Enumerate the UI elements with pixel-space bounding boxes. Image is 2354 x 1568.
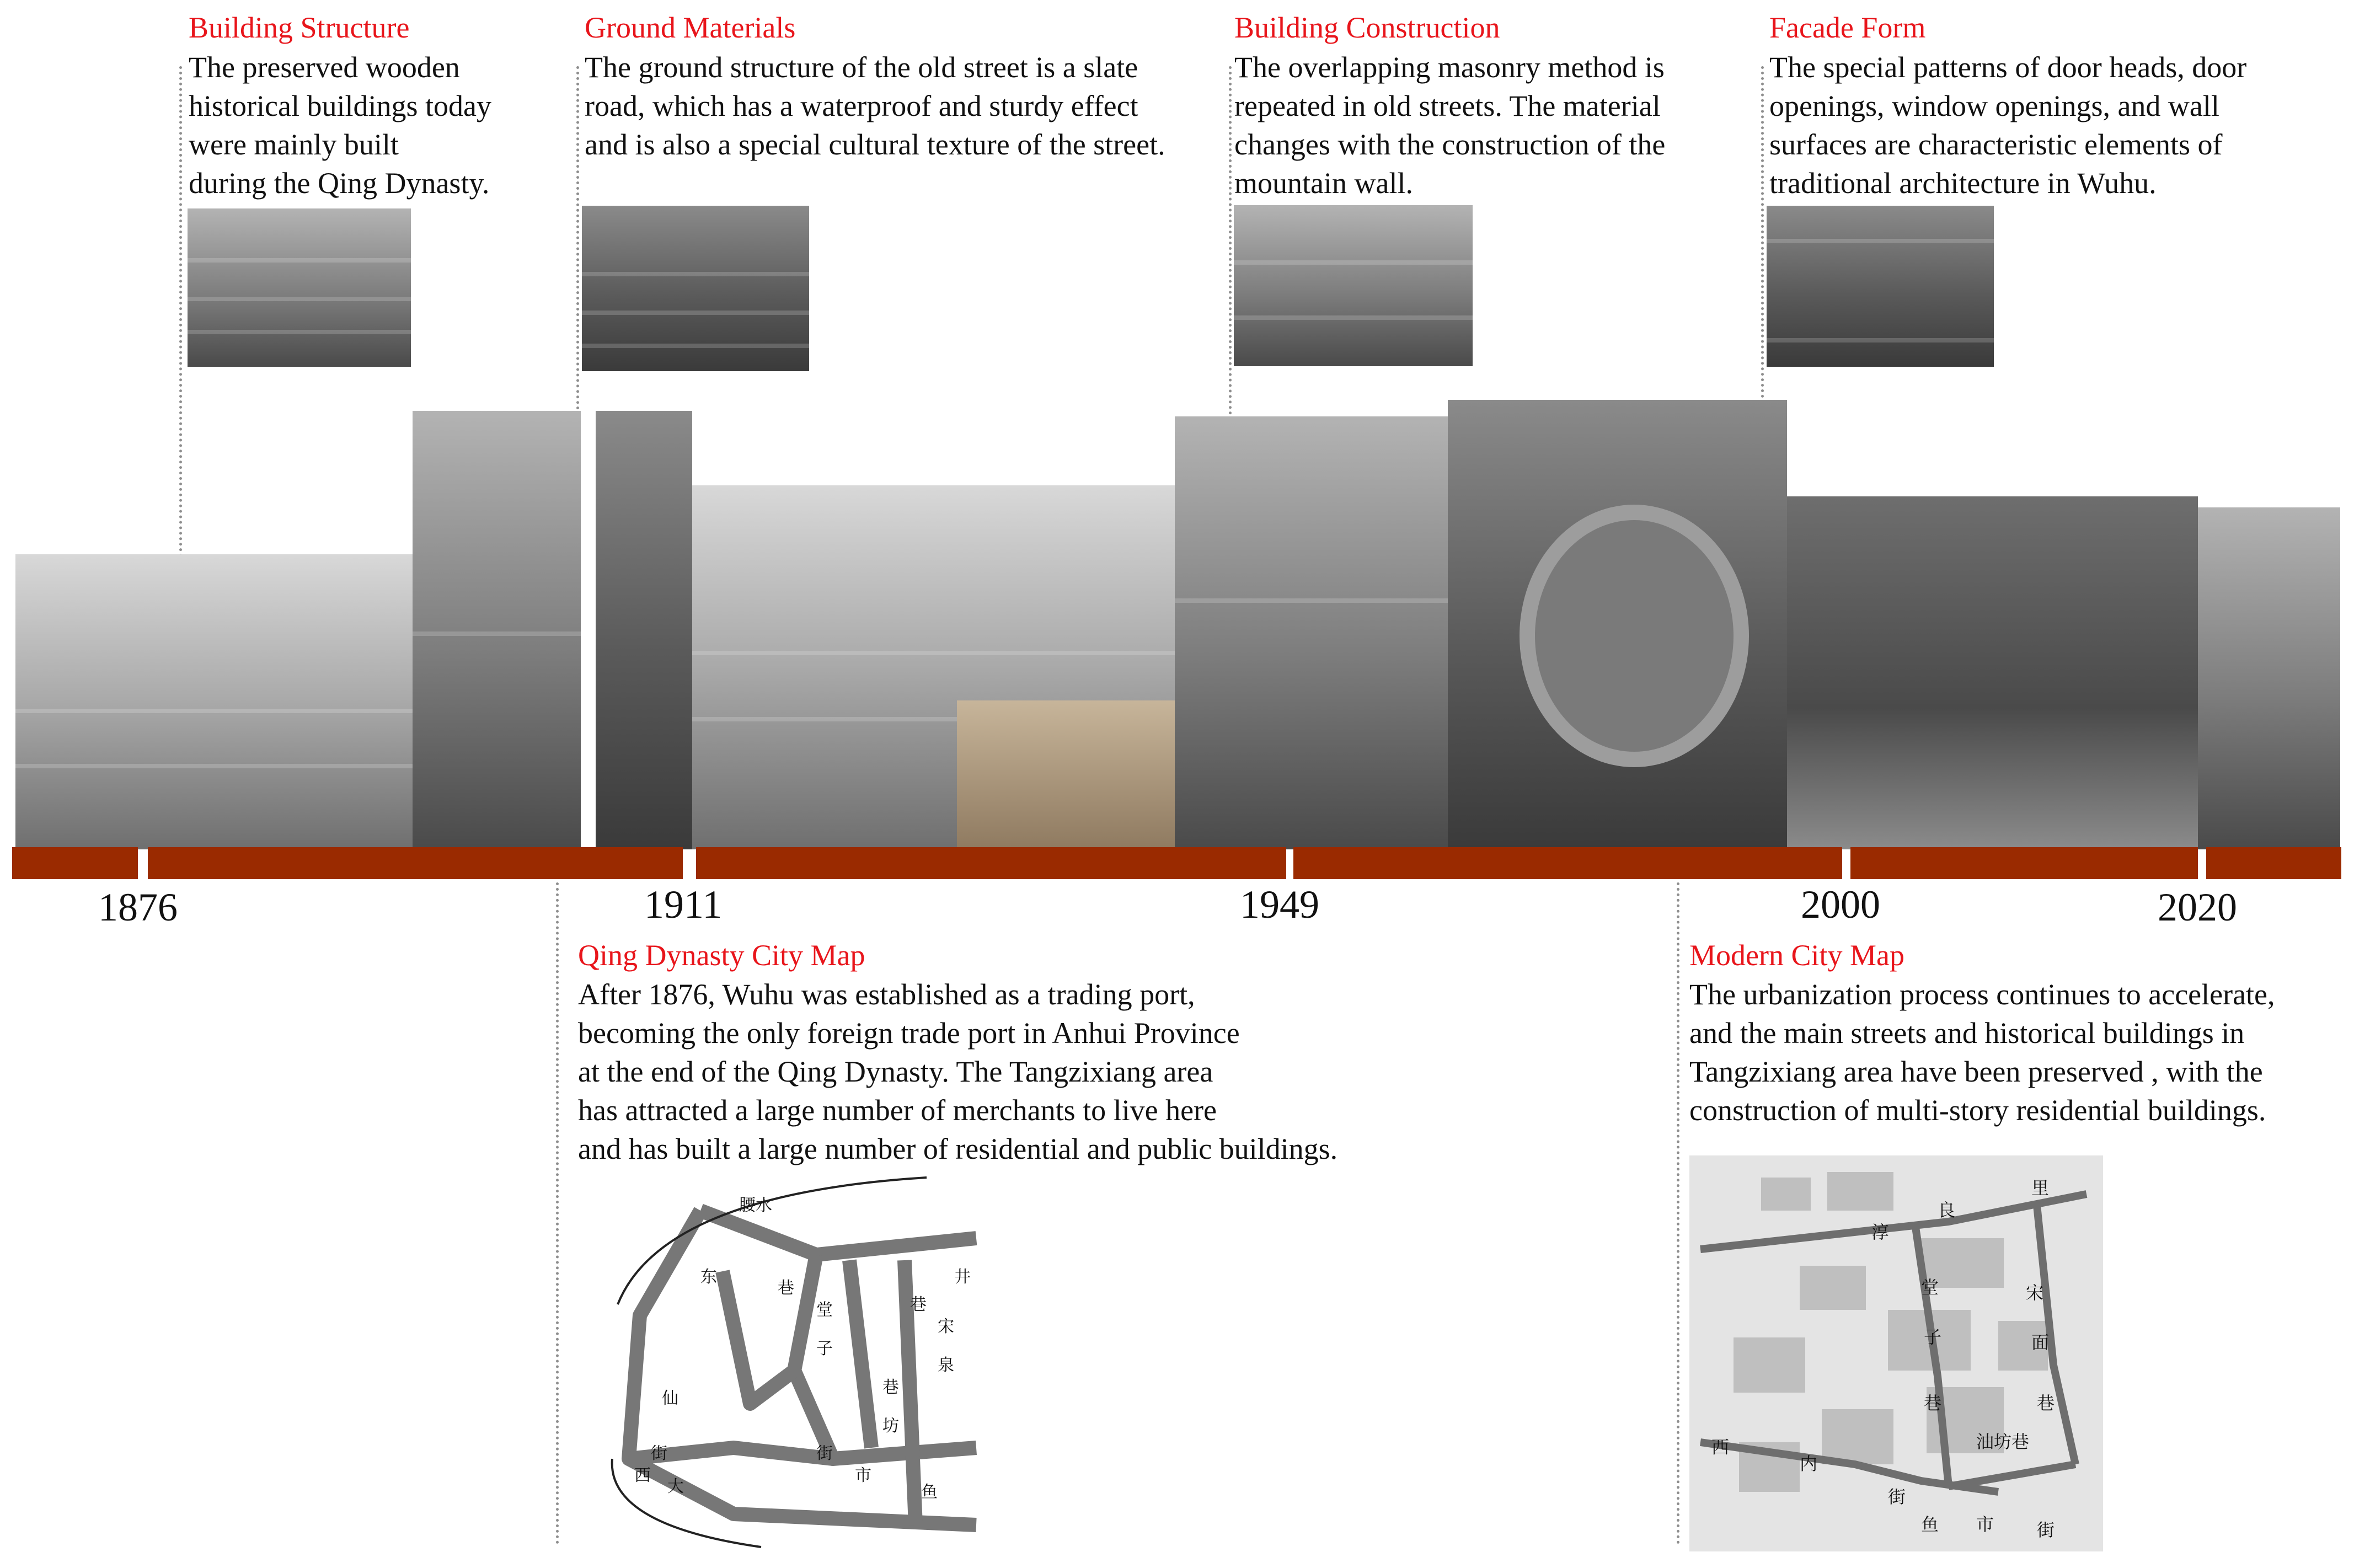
map-label: 西 (1711, 1437, 1730, 1458)
map-label: 良 (1938, 1200, 1956, 1221)
text-line: Tangzixiang area have been preserved , with the (1689, 1055, 2263, 1088)
text-line: at the end of the Qing Dynasty. The Tangzixiang area (578, 1055, 1213, 1088)
map-label: 市 (1976, 1514, 1994, 1535)
map-label: 鱼 (1921, 1514, 1939, 1535)
text-line: has attracted a large number of merchants to live here (578, 1094, 1217, 1127)
text-line: mountain wall. (1234, 167, 1413, 200)
ground-materials-text (585, 48, 1165, 164)
text-line: changes with the construction of the (1234, 128, 1666, 161)
modern-map-graphic (1689, 1155, 2103, 1551)
facade-form-title: Facade Form (1769, 11, 1926, 44)
map-label: 街 (651, 1444, 667, 1463)
text-line: repeated in old streets. The material (1234, 89, 1661, 122)
text-line: were mainly built (189, 128, 399, 161)
text-line: construction of multi-story residential buildings. (1689, 1094, 2266, 1127)
building-structure-text (189, 48, 491, 202)
map-label: 鱼 (921, 1483, 938, 1502)
masonry-wall-photo (1234, 205, 1473, 366)
map-label: 巷 (778, 1278, 794, 1298)
map-label: 井 (954, 1267, 971, 1287)
modern-map-text (1689, 975, 2275, 1130)
timeline-bar-segment (1293, 847, 1842, 879)
connector-line (179, 66, 182, 557)
timeline-bar-segment (1850, 847, 2198, 879)
text-line: The preserved wooden (189, 51, 460, 84)
map-label: 坊 (882, 1416, 899, 1436)
moon-gate-photo (1448, 400, 1787, 849)
year-label-1876: 1876 (98, 885, 178, 929)
modern-street-photo (2198, 507, 2340, 849)
map-label: 腰水 (739, 1196, 772, 1215)
qing-map-text (578, 975, 1338, 1168)
map-label: 东 (700, 1267, 717, 1287)
map-label: 淳 (1871, 1222, 1890, 1243)
text-line: The overlapping masonry method is (1234, 51, 1665, 84)
qing-map-title: Qing Dynasty City Map (578, 939, 865, 972)
map-label: 子 (1924, 1326, 1942, 1347)
text-line: becoming the only foreign trade port in Anhui Province (578, 1016, 1240, 1050)
map-label: 街 (2037, 1519, 2055, 1540)
map-label: 子 (816, 1339, 833, 1358)
facade-form-text (1769, 48, 2246, 202)
qing-map-graphic (596, 1172, 996, 1553)
timeline-bar-segment (148, 847, 683, 879)
map-label: 市 (855, 1466, 871, 1485)
street-panorama-1949 (1175, 416, 1451, 849)
modern-map-title: Modern City Map (1689, 939, 1904, 972)
map-label: 巷 (910, 1295, 927, 1314)
map-label: 堂 (816, 1301, 833, 1320)
year-label-2020: 2020 (2158, 885, 2237, 929)
map-label: 大 (667, 1477, 684, 1496)
map-label: 油坊巷 (1976, 1431, 2030, 1452)
door-facade-photo (1767, 206, 1994, 367)
map-label: 里 (2031, 1178, 2050, 1198)
street-panorama-1876 (15, 554, 413, 849)
map-label: 巷 (2037, 1393, 2055, 1414)
text-line: historical buildings today (189, 89, 491, 122)
text-line: After 1876, Wuhu was established as a trading port, (578, 978, 1195, 1011)
text-line: traditional architecture in Wuhu. (1769, 167, 2157, 200)
year-label-1949: 1949 (1240, 882, 1319, 927)
map-label: 巷 (882, 1378, 899, 1397)
year-label-1911: 1911 (644, 882, 723, 927)
text-line: and has built a large number of residential and public buildings. (578, 1132, 1338, 1165)
map-label: 宋 (2026, 1282, 2044, 1303)
map-label: 堂 (1921, 1277, 1939, 1298)
timeline-bar-segment (12, 847, 138, 879)
text-line: and the main streets and historical buildings in (1689, 1016, 2245, 1050)
map-label: 泉 (938, 1356, 954, 1375)
people-group-photo (957, 700, 1178, 849)
modern-city-map (1689, 1155, 2103, 1551)
text-line: surfaces are characteristic elements of (1769, 128, 2223, 161)
year-label-2000: 2000 (1801, 882, 1880, 927)
street-photo-narrow-lane (596, 411, 692, 849)
timeline-bar-segment (696, 847, 1286, 879)
timeline-bar-segment (2206, 847, 2341, 879)
street-photo-vendor (413, 411, 581, 849)
text-line: openings, window openings, and wall (1769, 89, 2219, 122)
ivy-wall-photo (1787, 496, 2198, 849)
connector-line (556, 882, 559, 1544)
building-construction-text (1234, 48, 1665, 202)
ground-materials-title: Ground Materials (585, 11, 796, 44)
building-structure-title: Building Structure (189, 11, 410, 44)
slate-road-photo (582, 206, 809, 371)
qing-dynasty-map (596, 1172, 996, 1553)
text-line: The urbanization process continues to accelerate, (1689, 978, 2275, 1011)
text-line: during the Qing Dynasty. (189, 167, 490, 200)
text-line: and is also a special cultural texture of the street. (585, 128, 1165, 161)
connector-line (1677, 882, 1679, 1544)
text-line: The ground structure of the old street is a slate (585, 51, 1138, 84)
map-label: 仙 (662, 1389, 678, 1408)
map-label: 巷 (1924, 1393, 1942, 1414)
text-line: The special patterns of door heads, door (1769, 51, 2247, 84)
map-label: 街 (816, 1444, 833, 1463)
map-label: 街 (1888, 1486, 1906, 1507)
map-label: 面 (2031, 1332, 2050, 1353)
wooden-building-photo (188, 208, 411, 367)
map-label: 西 (634, 1466, 651, 1485)
text-line: road, which has a waterproof and sturdy effect (585, 89, 1138, 122)
map-label: 内 (1800, 1453, 1818, 1474)
building-construction-title: Building Construction (1234, 11, 1500, 44)
map-label: 宋 (938, 1317, 954, 1336)
